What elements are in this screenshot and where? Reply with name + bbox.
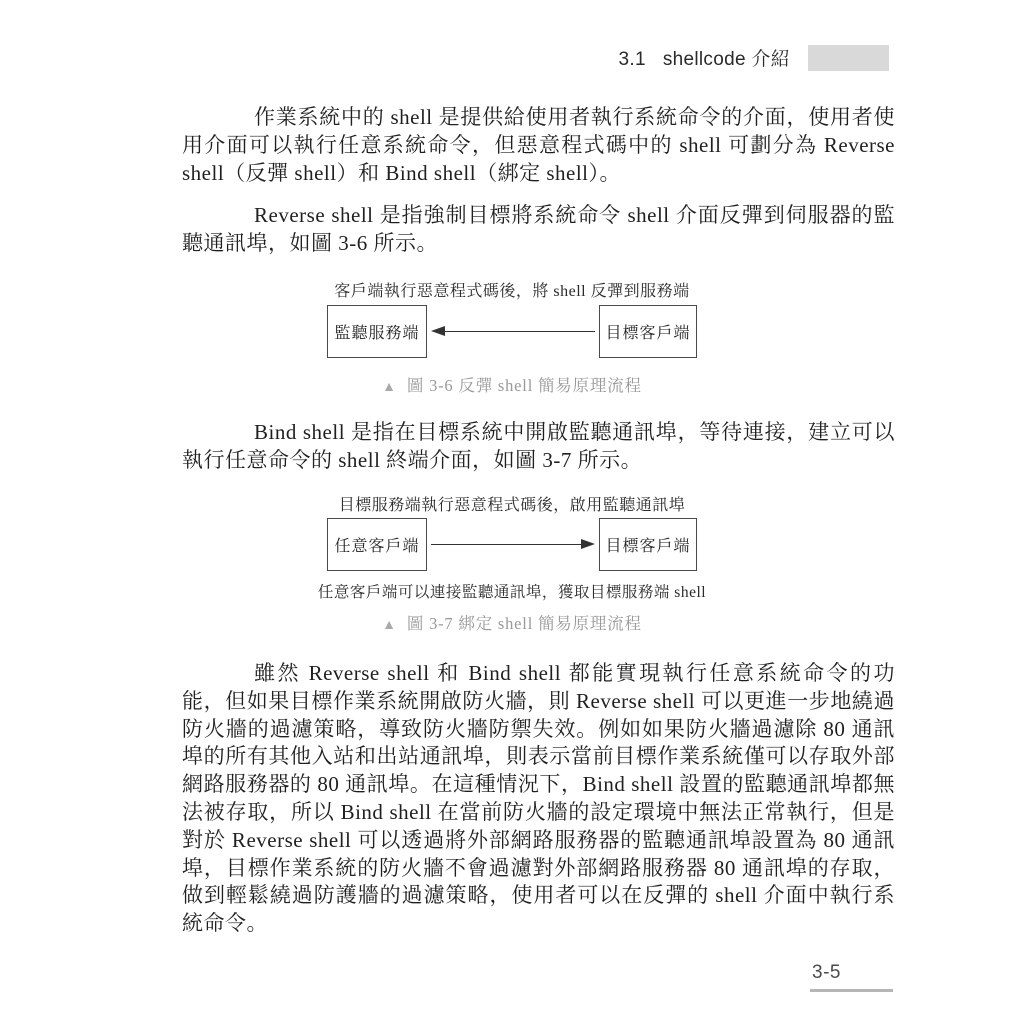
figure-3-6-diagram <box>327 305 697 358</box>
triangle-marker-icon: ▲ <box>382 380 397 395</box>
figure-3-6-label-text: 圖 3-6 反彈 shell 簡易原理流程 <box>406 376 642 395</box>
section-title: shellcode 介紹 <box>662 49 790 70</box>
section-number: 3.1 <box>618 49 646 70</box>
figure-3-6-top-caption: 客戶端執行惡意程式碼後，將 shell 反彈到服務端 <box>334 283 690 300</box>
paragraph-firewall-discussion: 雖然 Reverse shell 和 Bind shell 都能實現執行任意系統命令的功能，但如果目標作業系統開啟防火牆，則 Reverse shell 可以更進一步地繞過防火牆的過濾策略，導致防火牆防禦失效。例如如果防火牆過濾除 80 通訊埠的所有其他入站和出站通訊埠，則表示當前目標作業系統僅可以存取外部網路服務器的 80 通訊埠。在這種情況下，Bind shell 設置的監聽通訊埠都無法被存取，所以 Bind shell 在當前防火牆的設定環境中無法正常執行，但是對於 Reverse shell 可以透過將外部網路服務器的監聽通訊埠設置為 80 通訊埠，目標作業系統的防火牆不會過濾對外部網路服務器 80 通訊埠的存取，做到輕鬆繞過防護牆的過濾策略，使用者可以在反彈的 shell 介面中執行系統命令。 <box>182 661 895 936</box>
figure-3-7-label <box>281 610 743 634</box>
arrow-left-icon <box>427 305 599 358</box>
header-tab-box <box>808 45 889 71</box>
node-listening-server: 監聽服務端 <box>327 305 427 358</box>
paragraph-shell-intro: 作業系統中的 shell 是提供給使用者執行系統命令的介面，使用者使用介面可以執行任意系統命令，但惡意程式碼中的 shell 可劃分為 Reverse shell（反彈 shell）和 Bind shell（綁定 shell）。 <box>182 105 895 185</box>
footer-rule <box>810 989 893 992</box>
figure-3-6-label <box>281 372 743 396</box>
paragraph-bind-shell: Bind shell 是指在目標系統中開啟監聽通訊埠，等待連接，建立可以執行任意命令的 shell 終端介面，如圖 3-7 所示。 <box>182 420 895 472</box>
figure-3-6 <box>281 278 743 396</box>
figure-3-7-label-text: 圖 3-7 綁定 shell 簡易原理流程 <box>406 614 642 633</box>
section-heading <box>619 44 790 71</box>
arrow-right-icon <box>427 518 599 571</box>
page-header <box>619 44 889 71</box>
figure-3-7-diagram <box>327 518 697 571</box>
node-target-client: 目標客戶端 <box>599 305 697 358</box>
figure-3-7-top-caption: 目標服務端執行惡意程式碼後，啟用監聽通訊埠 <box>338 497 686 514</box>
node-target-client: 目標客戶端 <box>599 518 697 571</box>
node-any-client: 任意客戶端 <box>327 518 427 571</box>
figure-3-7 <box>281 492 743 634</box>
triangle-marker-icon: ▲ <box>382 618 397 633</box>
page-number: 3-5 <box>812 962 841 983</box>
paragraph-reverse-shell: Reverse shell 是指強制目標將系統命令 shell 介面反彈到伺服器的監聽通訊埠，如圖 3-6 所示。 <box>182 203 895 255</box>
figure-3-7-bottom-caption: 任意客戶端可以連接監聽通訊埠，獲取目標服務端 shell <box>317 584 707 601</box>
